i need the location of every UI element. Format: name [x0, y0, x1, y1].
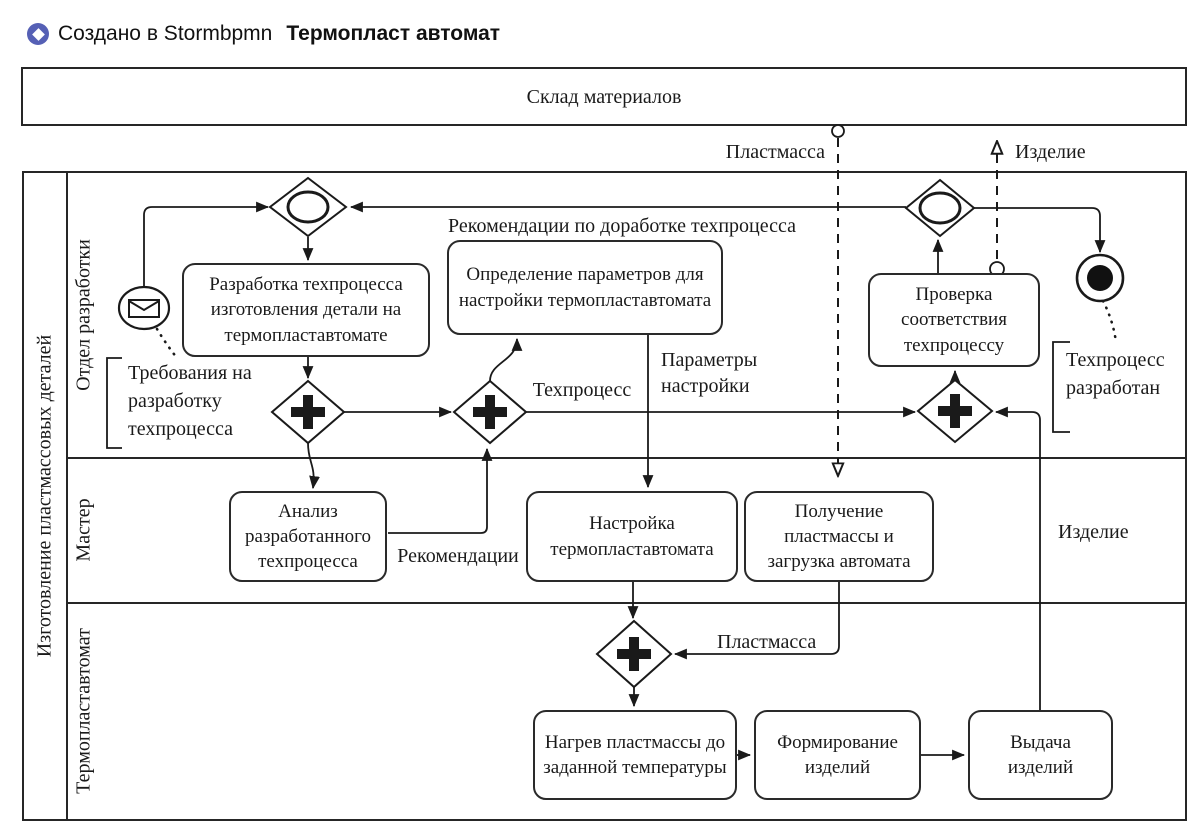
task-setup-machine[interactable]: Настройка термопластавтомата [526, 491, 738, 582]
association-start-note [157, 329, 177, 358]
message-label-plastic-top: Пластмасса [725, 141, 825, 163]
diagram-title: Термопласт автомат [286, 22, 501, 45]
flow-label-product-lane2: Изделие [1058, 521, 1129, 543]
gateway-parallel-g5[interactable] [918, 380, 992, 442]
flow-label-rework: Рекомендации по доработке техпроцесса [448, 215, 796, 237]
task-analyze-techprocess[interactable]: Анализ разработанного техпроцесса [229, 491, 387, 582]
task-heat-plastic[interactable]: Нагрев пластмассы до заданной температуры [533, 710, 737, 800]
flow-label-plastic-lane3: Пластмасса [717, 631, 817, 653]
warehouse-pool-label: Склад материалов [526, 86, 682, 108]
task-form-products[interactable]: Формирование изделий [754, 710, 921, 800]
main-pool-label: Изготовление пластмассовых деталей [33, 334, 56, 658]
lane-label-master: Мастер [72, 498, 95, 562]
gateway-parallel-g3[interactable] [454, 381, 526, 443]
lane-label-development: Отдел разработки [72, 239, 95, 391]
envelope-message-icon [129, 300, 159, 317]
annotation-techprocess-developed: Техпроцесс разработан [1066, 349, 1165, 399]
task-check-conformity[interactable]: Проверка соответствия техпроцессу [868, 273, 1040, 367]
association-end-note [1103, 301, 1116, 342]
flow-g3-to-t2[interactable] [490, 339, 517, 381]
circle-icon [288, 192, 328, 222]
task-receive-plastic[interactable]: Получение пластмассы и загрузка автомата [744, 491, 934, 582]
flow-g2-to-t3[interactable] [308, 443, 314, 488]
flow-label-recommendations: Рекомендации [397, 545, 519, 567]
lane-label-machine: Термопластавтомат [72, 628, 95, 794]
flow-t9-to-g5-product[interactable] [996, 412, 1040, 710]
task-develop-techprocess[interactable]: Разработка техпроцесса изготовления детали на термопластавтомате [182, 263, 430, 357]
gateway-inclusive-g4[interactable] [906, 180, 974, 236]
flow-label-setup-parameters: Параметры настройки [661, 349, 758, 397]
task-output-products[interactable]: Выдача изделий [968, 710, 1113, 800]
end-event-terminate[interactable] [1077, 255, 1123, 301]
start-note-bracket [107, 358, 122, 448]
created-in-label[interactable]: Создано в Stormbpmn [58, 22, 273, 45]
annotation-start-requirements: Требования на разработку техпроцесса [128, 362, 252, 440]
gateway-inclusive-g1[interactable] [270, 178, 346, 236]
message-label-product-top: Изделие [1015, 141, 1086, 163]
start-event-message[interactable] [119, 287, 169, 329]
circle-icon [920, 193, 960, 223]
gateway-parallel-g6[interactable] [597, 621, 671, 687]
task-define-parameters[interactable]: Определение параметров для настройки термопластавтомата [447, 240, 723, 335]
terminate-circle-icon [1087, 265, 1113, 291]
flow-g4-to-end[interactable] [974, 208, 1100, 252]
flow-t3-to-g3-recommendations[interactable] [388, 449, 487, 533]
flow-label-techprocess: Техпроцесс [532, 379, 632, 401]
gateway-parallel-g2[interactable] [272, 381, 344, 443]
message-flow-plastic-source-dot [832, 125, 844, 137]
